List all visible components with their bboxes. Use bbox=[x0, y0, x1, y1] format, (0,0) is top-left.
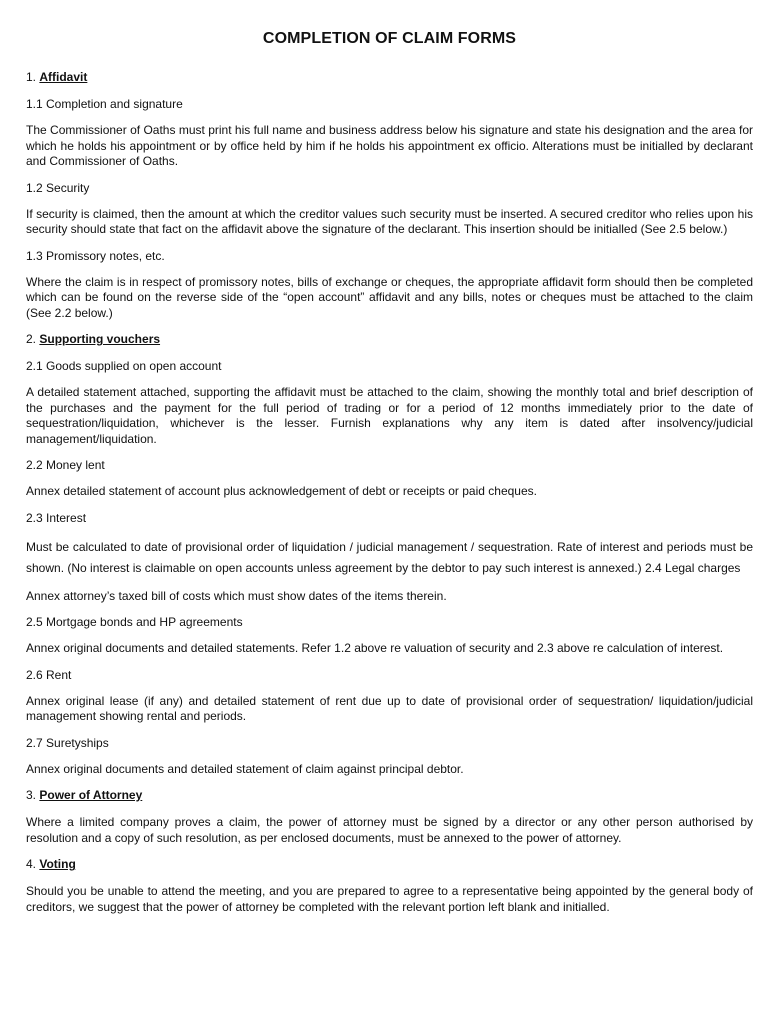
subsection-2-1-heading: 2.1 Goods supplied on open account bbox=[26, 359, 222, 373]
section-1-heading bbox=[26, 70, 753, 85]
section-4-heading bbox=[26, 857, 753, 872]
section-title: Voting bbox=[39, 857, 76, 871]
subsection-2-6-heading: 2.6 Rent bbox=[26, 667, 72, 682]
subsection-2-2-heading: 2.2 Money lent bbox=[26, 458, 105, 472]
subsection-2-7-text: Annex original documents and detailed statement of claim against principal debtor. bbox=[26, 761, 464, 776]
subsection-2-3-heading: 2.3 Interest bbox=[26, 510, 87, 525]
subsection-1-3-text: Where the claim is in respect of promissory notes, bills of exchange or cheques, the appropriate affidavit form should then be completed which can be found on the reverse side of the “open account” affidavit and any bills, notes or cheques must be attached to the claim (See 2.2 below.) bbox=[26, 274, 753, 320]
section-number: 1. bbox=[26, 70, 37, 84]
section-3-text: Where a limited company proves a claim, the power of attorney must be signed by a director or any other person authorised by resolution and a copy of such resolution, as per enclosed documents, must be annexed to the power of attorney. bbox=[26, 815, 753, 845]
section-title: Power of Attorney bbox=[39, 788, 143, 802]
subsection-1-1-text: The Commissioner of Oaths must print his full name and business address below his signature and state his designation and the area for which he holds his appointment or by office held by him if he holds his appointment ex officio. Alterations must be initialled by declarant and Commissioner of Oaths. bbox=[26, 123, 753, 168]
section-number: 2. bbox=[26, 332, 37, 346]
subsection-2-4-text: Annex attorney’s taxed bill of costs which must show dates of the items therein. bbox=[26, 588, 447, 603]
section-title: Affidavit bbox=[39, 70, 88, 84]
section-4-text: Should you be unable to attend the meeting, and you are prepared to agree to a representative being appointed by the general body of creditors, we suggest that the power of attorney be completed with the relevant portion left blank and initialled. bbox=[26, 884, 753, 914]
subsection-2-6-text: Annex original lease (if any) and detailed statement of rent due up to date of provisional order of sequestration/ liquidation/judicial management showing rental and periods. bbox=[26, 693, 753, 723]
subsection-1-2-heading: 1.2 Security bbox=[26, 180, 90, 195]
subsection-1-2-text: If security is claimed, then the amount at which the creditor values such security must be inserted. A secured creditor who relies upon his security should state that fact on the affidavit above the signature of the declarant. This insertion should be initialled (See 2.5 below.) bbox=[26, 206, 753, 236]
subsection-2-7-heading: 2.7 Suretyships bbox=[26, 735, 109, 750]
subsection-2-5-text: Annex original documents and detailed statements. Refer 1.2 above re valuation of security and 2.3 above re calculation of interest. bbox=[26, 641, 724, 655]
subsection-2-1-text: A detailed statement attached, supporting the affidavit must be attached to the claim, showing the monthly total and brief description of the purchases and the payment for the full period of trading or for a period of 12 months immediately prior to the date of sequestration/liquidation, whichever is the lesser. Furnish explanations why any item is dated after insolvency/judicial management/liquidation. bbox=[26, 385, 753, 446]
subsection-2-2-text: Annex detailed statement of account plus acknowledgement of debt or receipts or paid cheques. bbox=[26, 484, 537, 498]
section-2-heading bbox=[26, 332, 753, 347]
subsection-1-3-heading: 1.3 Promissory notes, etc. bbox=[26, 248, 165, 263]
section-number: 3. bbox=[26, 788, 37, 802]
section-number: 4. bbox=[26, 857, 37, 871]
subsection-2-3-text: Must be calculated to date of provisional order of liquidation / judicial management / sequestration. Rate of interest and periods must be shown. (No interest is claimable on open accounts unless agreement by the debtor to pay such interest is annexed.) 2.4 Legal charges bbox=[26, 539, 753, 575]
subsection-2-5-heading: 2.5 Mortgage bonds and HP agreements bbox=[26, 615, 243, 629]
subsection-1-1-heading: 1.1 Completion and signature bbox=[26, 97, 183, 111]
section-title: Supporting vouchers bbox=[39, 332, 161, 346]
section-3-heading bbox=[26, 788, 753, 803]
document-title: COMPLETION OF CLAIM FORMS bbox=[262, 30, 517, 47]
